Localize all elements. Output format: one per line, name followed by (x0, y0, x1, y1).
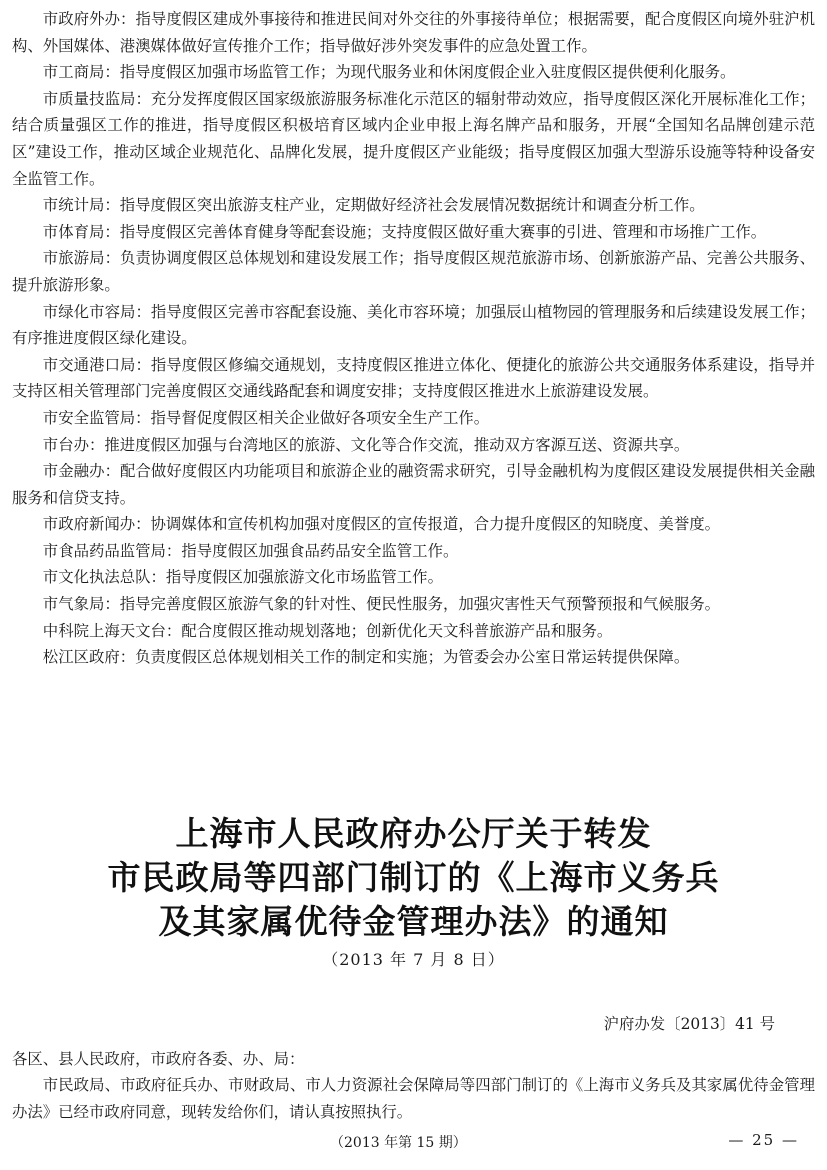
notice-body (12, 1072, 815, 1125)
paragraph-foreign-affairs: 市政府外办：指导度假区建成外事接待和推进民间对外交往的外事接待单位；根据需要，配合度假区向境外驻沪机构、外国媒体、港澳媒体做好宣传推介工作；指导做好涉外突发事件的应急处置工作。 (12, 10, 815, 55)
notice-title-line: 上海市人民政府办公厅关于转发 (175, 814, 652, 853)
paragraph-industry-commerce: 市工商局：指导度假区加强市场监管工作；为现代服务业和休闲度假企业入驻度假区提供便利化服务。 (42, 63, 736, 82)
paragraph-tourism: 市旅游局：负责协调度假区总体规划和建设发展工作；指导度假区规范旅游市场、创新旅游产品、完善公共服务、提升旅游形象。 (12, 249, 815, 294)
paragraph-meteorology: 市气象局：指导完善度假区旅游气象的针对性、便民性服务，加强灾害性天气预警预报和气候服务。 (42, 595, 720, 614)
notice-body-paragraph: 市民政局、市政府征兵办、市财政局、市人力资源社会保障局等四部门制订的《上海市义务兵及其家属优待金管理办法》已经市政府同意，现转发给你们，请认真按照执行。 (12, 1076, 815, 1121)
paragraph-songjiang: 松江区政府：负责度假区总体规划相关工作的制定和实施；为管委会办公室日常运转提供保障。 (42, 648, 690, 667)
document-number: 沪府办发〔2013〕41 号 (603, 1015, 775, 1033)
issue-label: （2013 年第 15 期） (330, 1135, 467, 1151)
paragraph-food-drug: 市食品药品监管局：指导度假区加强食品药品安全监管工作。 (42, 541, 459, 560)
paragraph-taiwan-affairs: 市台办：推进度假区加强与台湾地区的旅游、文化等合作交流，推动双方客源互送、资源共享。 (42, 435, 690, 454)
notice-title-line: 市民政局等四部门制订的《上海市义务兵 (107, 858, 720, 897)
paragraph-observatory: 中科院上海天文台：配合度假区推动规划落地；创新优化天文科普旅游产品和服务。 (42, 621, 613, 640)
paragraph-safety: 市安全监管局：指导督促度假区相关企业做好各项安全生产工作。 (42, 408, 490, 427)
duty-list (12, 6, 815, 671)
paragraph-culture-enforcement: 市文化执法总队：指导度假区加强旅游文化市场监管工作。 (42, 568, 443, 587)
paragraph-greening: 市绿化市容局：指导度假区完善市容配套设施、美化市容环境；加强辰山植物园的管理服务和后续建设发展工作；有序推进度假区绿化建设。 (12, 302, 815, 348)
paragraph-finance: 市金融办：配合做好度假区内功能项目和旅游企业的融资需求研究，引导金融机构为度假区建设发展提供相关金融服务和信贷支持。 (12, 462, 815, 507)
paragraph-statistics: 市统计局：指导度假区突出旅游支柱产业，定期做好经济社会发展情况数据统计和调查分析工作。 (42, 196, 705, 215)
notice-date: （2013 年 7 月 8 日） (322, 950, 505, 969)
notice-title-line: 及其家属优待金管理办法》的通知 (158, 902, 669, 941)
paragraph-transport: 市交通港口局：指导度假区修编交通规划，支持度假区推进立体化、便捷化的旅游公共交通服务体系建设，指导并支持区相关管理部门完善度假区交通线路配套和调度安排；支持度假区推进水上旅游建设发展。 (12, 355, 815, 401)
addressee: 各区、县人民政府，市政府各委、办、局： (12, 1050, 305, 1068)
page-number: — 25 — (728, 1131, 799, 1149)
notice-title (0, 812, 827, 974)
paragraph-press: 市政府新闻办：协调媒体和宣传机构加强对度假区的宣传报道，合力提升度假区的知晓度、美誉度。 (42, 515, 720, 534)
paragraph-quality-supervision: 市质量技监局：充分发挥度假区国家级旅游服务标准化示范区的辐射带动效应，指导度假区深化开展标准化工作；结合质量强区工作的推进，指导度假区积极培育区域内企业申报上海名牌产品和服务，开展“全国知名品牌创建示范区”建设工作，推动区域企业规范化、品牌化发展，提升度假区产业能级；指导度假区加强大型游乐设施等特种设备安全监管工作。 (12, 89, 815, 188)
paragraph-sports: 市体育局：指导度假区完善体育健身等配套设施；支持度假区做好重大赛事的引进、管理和市场推广工作。 (42, 222, 767, 241)
